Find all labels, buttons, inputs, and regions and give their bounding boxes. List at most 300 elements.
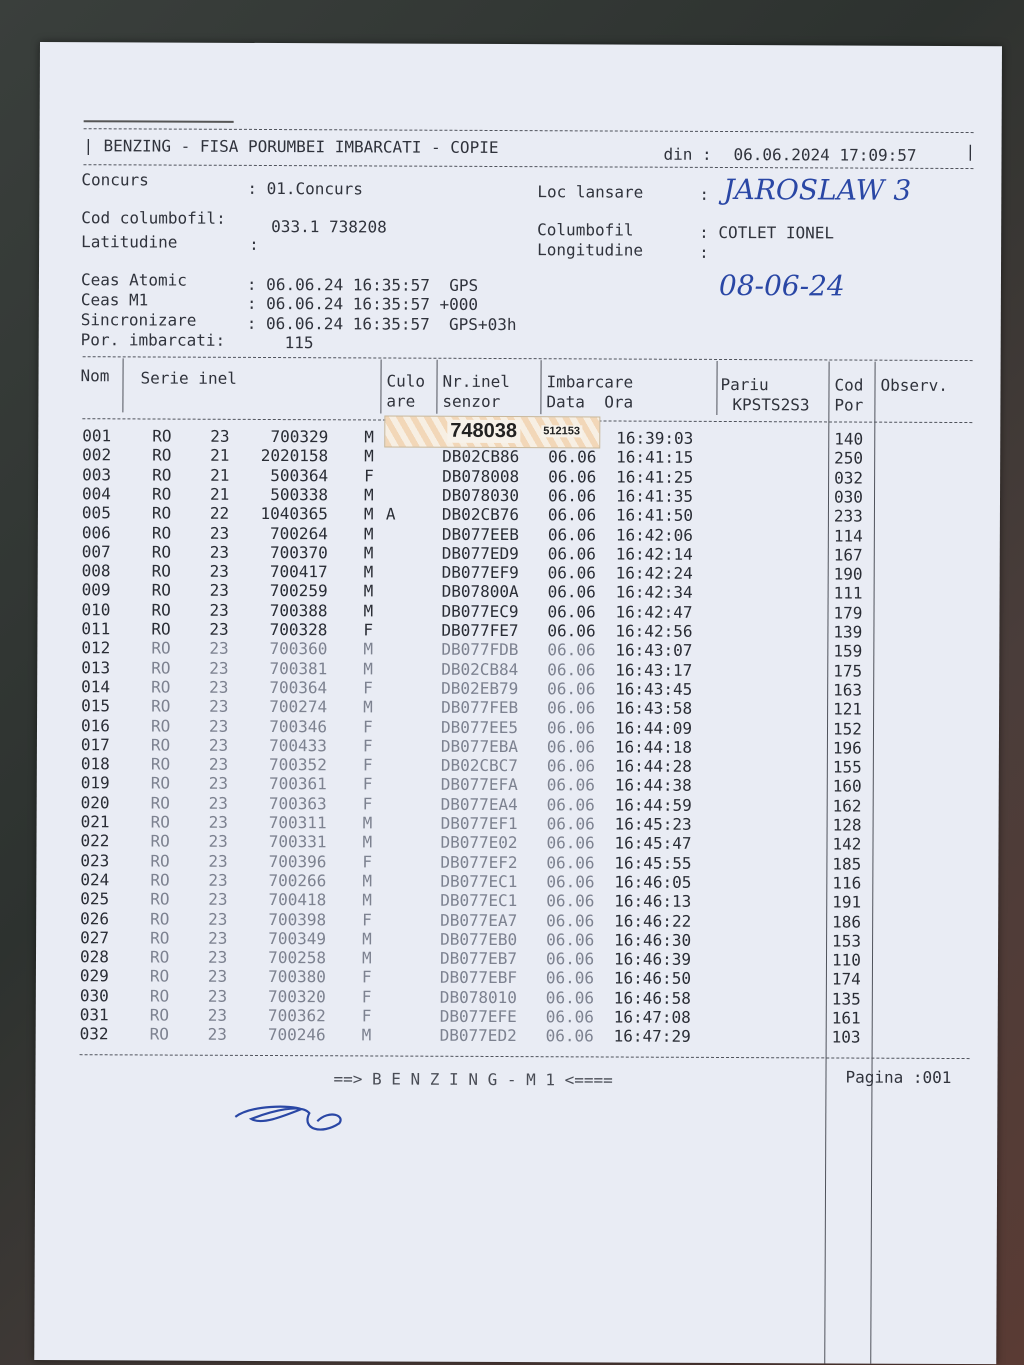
cell-date: 06.06: [545, 1007, 594, 1027]
cell-date: 06.06: [547, 659, 596, 680]
cell-yr: 21: [210, 446, 230, 466]
cell-sensor: DB077EB7: [439, 948, 518, 969]
header-datetime: 06.06.2024 17:09:57: [733, 145, 917, 165]
columbofil-label: Columbofil: [537, 220, 634, 240]
cell-color: A: [385, 504, 396, 524]
cell-cod: 185: [832, 854, 862, 874]
cell-ring: 700360: [269, 639, 328, 659]
cell-date: 06.06: [545, 968, 595, 988]
cell-yr: 23: [207, 967, 228, 987]
cell-time: 16:46:05: [614, 872, 692, 892]
cell-ring: 500364: [270, 465, 329, 485]
columbofil-value: : COTLET IONEL: [699, 222, 835, 243]
cell-sex: M: [362, 890, 372, 910]
cell-sex: M: [363, 562, 374, 582]
cell-sex: F: [361, 967, 372, 987]
cell-sex: M: [362, 832, 373, 852]
cell-nr: 015: [81, 696, 111, 716]
cell-yr: 23: [207, 1005, 228, 1025]
cell-cod: 032: [834, 468, 864, 488]
latitudine-label: Latitudine: [81, 232, 178, 252]
cell-ring: 700264: [270, 523, 328, 543]
concurs-label: Concurs: [81, 170, 149, 190]
cell-cod: 139: [833, 622, 863, 642]
cell-ring: 700331: [268, 832, 327, 852]
cell-nr: 004: [81, 484, 111, 504]
cell-time: 16:41:25: [616, 467, 694, 487]
porumbei-imbarcati-value: 115: [284, 333, 314, 353]
cell-ro: RO: [150, 754, 171, 774]
cell-time: 16:42:06: [615, 525, 693, 545]
col-divider: [436, 360, 437, 414]
cell-sex: M: [361, 948, 372, 968]
cell-yr: 23: [209, 658, 229, 678]
cell-cod: 174: [831, 969, 861, 989]
cell-cod: 121: [833, 699, 863, 719]
cell-ro: RO: [149, 986, 170, 1006]
cell-sex: M: [363, 523, 374, 543]
cell-ring: 700364: [269, 677, 328, 698]
cell-cod: 179: [833, 603, 863, 623]
cell-cod: 128: [832, 815, 862, 835]
cell-ring: 700380: [268, 967, 326, 987]
cell-nr: 021: [80, 812, 110, 832]
cell-sex: F: [363, 620, 374, 640]
cell-ring: 700417: [269, 562, 328, 582]
cell-date: 06.06: [547, 544, 596, 564]
cell-ring: 700398: [268, 909, 327, 929]
cell-yr: 23: [209, 542, 230, 562]
cell-date: 06.06: [546, 775, 595, 795]
col-header-serie: Serie inel: [140, 368, 237, 388]
cell-date: 06.06: [546, 756, 596, 776]
cell-time: 16:44:59: [614, 795, 692, 815]
cell-ring: 700311: [268, 813, 327, 833]
col-header-pariu-2: KPSTS2S3: [732, 395, 810, 415]
cell-yr: 23: [209, 696, 229, 717]
cell-sex: F: [362, 852, 373, 872]
header-bar-left: |: [83, 136, 94, 156]
cell-ro: RO: [150, 870, 170, 890]
cell-sensor: DB07800A: [441, 582, 519, 602]
cell-cod: 152: [832, 718, 862, 739]
cell-ring: 700352: [269, 755, 327, 775]
cell-time: 16:42:24: [615, 563, 693, 583]
cell-cod: 161: [831, 1008, 861, 1028]
ceas-m1-value: : 06.06.24 16:35:57 +000: [246, 293, 479, 314]
cell-yr: 23: [209, 561, 229, 581]
cell-ring: 700320: [268, 986, 326, 1006]
cell-ring: 700328: [269, 620, 328, 640]
cell-nr: 020: [80, 792, 110, 812]
cell-sex: M: [362, 813, 373, 833]
cell-cod: 162: [832, 796, 862, 816]
cell-sensor: DB02CB86: [442, 447, 520, 467]
cell-ro: RO: [149, 1005, 170, 1025]
col-divider: [122, 358, 123, 412]
col-header-observatii: Observ.: [880, 375, 948, 395]
cell-cod: 160: [832, 776, 862, 796]
cell-time: 16:44:38: [614, 775, 692, 796]
cell-ring: 700396: [268, 851, 327, 871]
cell-nr: 023: [80, 850, 110, 870]
cell-ro: RO: [152, 445, 172, 465]
cell-time: 16:46:50: [613, 968, 692, 989]
cell-ring: 700346: [269, 716, 328, 736]
cell-sex: F: [362, 774, 373, 794]
cell-sensor: DB077EC1: [440, 890, 518, 911]
cell-cod: 196: [832, 738, 862, 758]
cell-sex: F: [362, 716, 373, 736]
cell-nr: 013: [81, 657, 111, 677]
table-row: [36, 1024, 998, 1047]
cell-time: 16:41:35: [615, 486, 694, 506]
cell-nr: 025: [80, 889, 110, 909]
cell-ring: 700259: [269, 581, 328, 601]
cell-time: 16:42:47: [615, 602, 693, 622]
cell-date: 06.06: [546, 910, 595, 930]
cell-nr: 016: [80, 715, 110, 735]
cell-sex: M: [361, 1025, 372, 1045]
cell-sex: M: [363, 543, 374, 563]
cell-sex: M: [363, 659, 373, 679]
cell-ro: RO: [151, 600, 171, 620]
cell-sensor: DB077ED9: [441, 543, 519, 563]
cell-nr: 022: [80, 831, 110, 851]
cell-yr: 23: [208, 735, 229, 755]
cell-nr: 002: [82, 445, 112, 465]
col-divider: [716, 361, 717, 415]
cell-time: 16:46:13: [614, 891, 692, 912]
cell-nr: 030: [79, 985, 109, 1005]
cell-nr: 012: [81, 638, 111, 658]
footer-brand: ==> B E N Z I N G - M 1 <====: [333, 1069, 613, 1090]
cell-sensor: DB077FEB: [441, 697, 519, 718]
cell-nr: 024: [80, 870, 110, 890]
cell-ring: 700362: [267, 1006, 326, 1026]
ceas-atomic-label: Ceas Atomic: [80, 270, 187, 290]
cell-sensor: DB077E02: [440, 833, 518, 853]
cell-cod: 110: [831, 950, 861, 970]
cell-ring: 700433: [269, 735, 327, 756]
cell-sensor: DB077EBF: [439, 968, 518, 988]
cell-nr: 017: [80, 734, 110, 755]
ceas-m1-label: Ceas M1: [80, 290, 149, 310]
handwritten-date: 08-06-24: [718, 268, 845, 303]
cell-yr: 21: [209, 484, 230, 504]
cell-sex: F: [362, 755, 373, 775]
cell-yr: 23: [209, 523, 230, 543]
cell-sensor: DB077EBA: [440, 736, 519, 756]
cell-time: 16:47:08: [613, 1007, 691, 1027]
cell-sensor: DB078010: [439, 987, 517, 1007]
cell-ro: RO: [151, 503, 172, 523]
cell-yr: 23: [208, 928, 228, 948]
col-header-imbarcare-1: Imbarcare: [546, 372, 634, 392]
col-header-nr-inel-1: Nr.inel: [442, 371, 511, 392]
latitudine-colon: :: [249, 234, 259, 254]
printed-form: [34, 42, 1002, 1364]
longitudine-label: Longitudine: [537, 240, 644, 260]
cell-sensor: DB077EC1: [440, 871, 518, 891]
cell-date: 06.06: [545, 1026, 594, 1046]
cell-date: 06.06: [546, 717, 596, 737]
cell-nr: 006: [81, 522, 111, 542]
cell-date: 06.06: [547, 640, 596, 660]
cell-date: 06.06: [545, 949, 595, 969]
cell-nr: 031: [79, 1005, 109, 1025]
cell-date: 06.06: [547, 524, 597, 544]
cell-nr: 005: [81, 503, 111, 523]
cell-yr: 23: [209, 677, 229, 697]
cell-nr: 010: [81, 599, 111, 620]
cell-date: 06.06: [546, 930, 595, 950]
cell-ro: RO: [151, 696, 171, 716]
cell-nr: 028: [79, 947, 109, 967]
cell-time: 16:46:39: [613, 949, 692, 969]
col-divider: [380, 359, 381, 413]
longitudine-colon: :: [699, 242, 709, 262]
cell-nr: 019: [80, 773, 110, 793]
loc-lansare-label: Loc lansare: [537, 182, 644, 202]
cell-nr: 029: [79, 966, 109, 986]
cell-ring: 700258: [268, 948, 327, 968]
sticker-number: 748038: [447, 420, 520, 443]
cell-sex: F: [364, 466, 374, 486]
cell-yr: 23: [209, 639, 229, 659]
cell-cod: 186: [832, 911, 862, 932]
cell-yr: 23: [207, 986, 228, 1006]
header-din-label: din :: [663, 144, 712, 164]
cell-cod: 153: [832, 931, 862, 951]
cell-ro: RO: [149, 966, 170, 986]
cell-cod: 103: [831, 1027, 861, 1047]
cell-time: 16:44:18: [614, 737, 693, 757]
cell-ro: RO: [151, 677, 171, 697]
cell-ring: 700361: [268, 774, 327, 794]
cell-ro: RO: [150, 773, 171, 793]
cell-time: 16:43:58: [615, 698, 693, 719]
cell-yr: 23: [208, 909, 228, 929]
cell-sex: M: [363, 581, 374, 601]
cell-cod: 155: [832, 757, 862, 777]
cell-ring: 700370: [269, 542, 328, 563]
cell-sensor: DB077FDB: [441, 640, 519, 660]
cell-date: 06.06: [546, 794, 595, 815]
form-title: BENZING - FISA PORUMBEI IMBARCATI - COPIE: [103, 136, 499, 158]
cell-ring: 700246: [267, 1025, 326, 1045]
cell-sex: F: [363, 678, 373, 698]
cell-ro: RO: [150, 812, 170, 832]
col-header-imbarcare-2: Data Ora: [546, 392, 634, 412]
cell-time: 16:45:55: [614, 853, 692, 873]
cell-yr: 23: [208, 774, 229, 794]
cod-columbofil-label: Cod columbofil:: [81, 208, 226, 228]
cell-time: 16:41:50: [615, 505, 694, 526]
cell-ring: 700363: [268, 793, 327, 813]
cell-time: 16:44:09: [614, 718, 693, 738]
cell-sex: F: [362, 794, 373, 814]
col-header-cod-1: Cod: [834, 375, 864, 395]
cell-date: 06.06: [546, 737, 596, 757]
cell-sensor: DB077EFE: [439, 1006, 517, 1027]
header-bottom-border: [83, 164, 973, 169]
cell-cod: 030: [833, 487, 863, 507]
cell-sensor: DB078030: [441, 485, 520, 505]
cell-sensor: DB02CBC7: [440, 755, 518, 776]
cell-sex: M: [362, 929, 372, 949]
cell-ro: RO: [152, 426, 172, 446]
cell-ring: 700329: [270, 427, 329, 447]
cell-yr: 23: [207, 1025, 227, 1045]
cell-time: 16:46:58: [613, 988, 691, 1008]
cell-yr: 23: [208, 793, 228, 813]
cell-ro: RO: [149, 947, 170, 967]
cell-yr: 23: [207, 947, 228, 967]
cell-ro: RO: [151, 658, 171, 678]
cell-yr: 23: [210, 426, 230, 446]
cell-nr: 018: [80, 754, 110, 774]
cell-sensor: DB02CB76: [441, 504, 520, 525]
cell-time: 16:43:07: [615, 640, 693, 661]
concurs-value: : 01.Concurs: [247, 178, 363, 199]
cell-ro: RO: [150, 928, 170, 948]
cell-date: 06.06: [547, 679, 596, 699]
cell-ro: RO: [150, 889, 170, 909]
cell-time: 16:42:56: [615, 621, 693, 641]
cell-sensor: DB077EF1: [440, 813, 518, 834]
cell-time: 16:41:15: [616, 447, 694, 468]
cell-date: 06.06: [546, 891, 595, 911]
sincronizare-label: Sincronizare: [80, 310, 197, 330]
cell-time: 16:45:47: [614, 833, 692, 854]
cell-date: 06.06: [548, 447, 597, 467]
handwritten-release-location: JAROSLAW 3: [723, 172, 912, 207]
cell-nr: 011: [81, 619, 111, 639]
cell-time: 16:47:29: [613, 1026, 691, 1047]
cell-sex: M: [364, 446, 374, 466]
cell-sensor: DB077EA4: [440, 794, 518, 814]
cell-time: 16:46:30: [614, 930, 692, 950]
cell-cod: 140: [834, 429, 864, 449]
cell-time: 16:39:03: [616, 428, 694, 448]
cell-sensor: DB02EB79: [441, 678, 519, 698]
cell-ro: RO: [151, 484, 172, 504]
header-mark: [84, 120, 234, 123]
page-number: Pagina :001: [845, 1067, 952, 1087]
cell-ro: RO: [149, 1024, 169, 1044]
cell-sex: M: [363, 601, 374, 621]
cell-cod: 163: [833, 680, 863, 700]
cell-date: 06.06: [546, 814, 595, 834]
cell-ring: 700349: [268, 928, 327, 949]
col-divider: [540, 360, 541, 414]
cell-sex: M: [364, 427, 374, 447]
cell-nr: 001: [82, 426, 112, 446]
col-header-culoare-2: are: [386, 391, 416, 411]
handwritten-signature: [231, 1095, 351, 1142]
porumbei-imbarcati-label: Por. imbarcati:: [80, 330, 226, 350]
cod-columbofil-value: 033.1 738208: [271, 217, 387, 237]
cell-date: 06.06: [547, 563, 596, 583]
cell-sex: F: [362, 909, 372, 929]
cell-date: 06.06: [547, 698, 596, 718]
cell-yr: 23: [208, 832, 228, 852]
cell-ro: RO: [151, 619, 171, 639]
cell-ro: RO: [150, 831, 170, 851]
sincronizare-value: : 06.06.24 16:35:57 GPS+03h: [246, 313, 517, 335]
cell-nr: 027: [80, 927, 110, 948]
cell-ring: 700274: [269, 697, 328, 717]
cell-sensor: DB078008: [442, 466, 520, 486]
cell-sensor: DB02CB84: [441, 659, 519, 679]
cell-ro: RO: [150, 851, 170, 871]
cell-nr: 014: [81, 677, 111, 697]
table-bottom-border: [80, 1054, 970, 1059]
cell-cod: 159: [833, 641, 863, 661]
table-header-top-border: [83, 356, 973, 361]
cell-sex: M: [363, 639, 374, 659]
cell-cod: 135: [831, 989, 861, 1009]
cell-sex: M: [363, 504, 374, 524]
cell-cod: 233: [833, 506, 863, 526]
cell-ro: RO: [150, 908, 170, 929]
cell-cod: 190: [833, 564, 863, 584]
cell-date: 06.06: [546, 833, 595, 853]
col-header-nr-inel-2: senzor: [442, 391, 501, 412]
cell-ro: RO: [151, 542, 172, 562]
col-header-nom: Nom: [80, 366, 110, 386]
cell-date: 06.06: [546, 852, 595, 873]
cell-cod: 116: [832, 873, 862, 893]
cell-sex: F: [361, 1006, 372, 1026]
cell-time: 16:45:23: [614, 814, 692, 834]
cell-ro: RO: [152, 465, 172, 485]
cell-sensor: DB077EC9: [441, 601, 519, 621]
cell-nr: 008: [81, 561, 111, 581]
col-header-culoare-1: Culo: [386, 371, 426, 391]
cell-yr: 23: [208, 754, 229, 774]
cell-sex: M: [362, 871, 373, 891]
cell-sex: F: [361, 987, 372, 1007]
cell-date: 06.06: [547, 601, 596, 622]
cell-cod: 191: [832, 892, 862, 912]
cell-date: 06.06: [547, 486, 597, 506]
cell-ro: RO: [151, 638, 171, 658]
ceas-atomic-value: : 06.06.24 16:35:57 GPS: [246, 274, 479, 295]
cell-sensor: DB077FE7: [441, 620, 519, 641]
cell-sex: F: [362, 736, 373, 756]
col-header-pariu-1: Pariu: [720, 374, 769, 395]
cell-sensor: DB077EB0: [440, 929, 518, 949]
cell-yr: 23: [209, 600, 229, 620]
cell-time: 16:42:34: [615, 582, 693, 603]
cell-time: 16:46:22: [614, 911, 692, 931]
cell-cod: 114: [833, 525, 863, 546]
cell-yr: 21: [210, 465, 230, 485]
cell-ro: RO: [151, 561, 171, 581]
cell-sensor: DB077EEB: [441, 524, 519, 544]
header-top-border: [84, 128, 974, 133]
cell-nr: 007: [81, 541, 111, 562]
cell-yr: 23: [208, 889, 228, 910]
cell-date: 06.06: [547, 582, 596, 602]
cell-sensor: DB077EE5: [440, 717, 519, 737]
cell-cod: 250: [834, 448, 864, 468]
cell-ro: RO: [150, 715, 171, 736]
cell-sensor: DB077EF2: [440, 852, 518, 872]
cell-sensor: DB077EFA: [440, 775, 518, 795]
